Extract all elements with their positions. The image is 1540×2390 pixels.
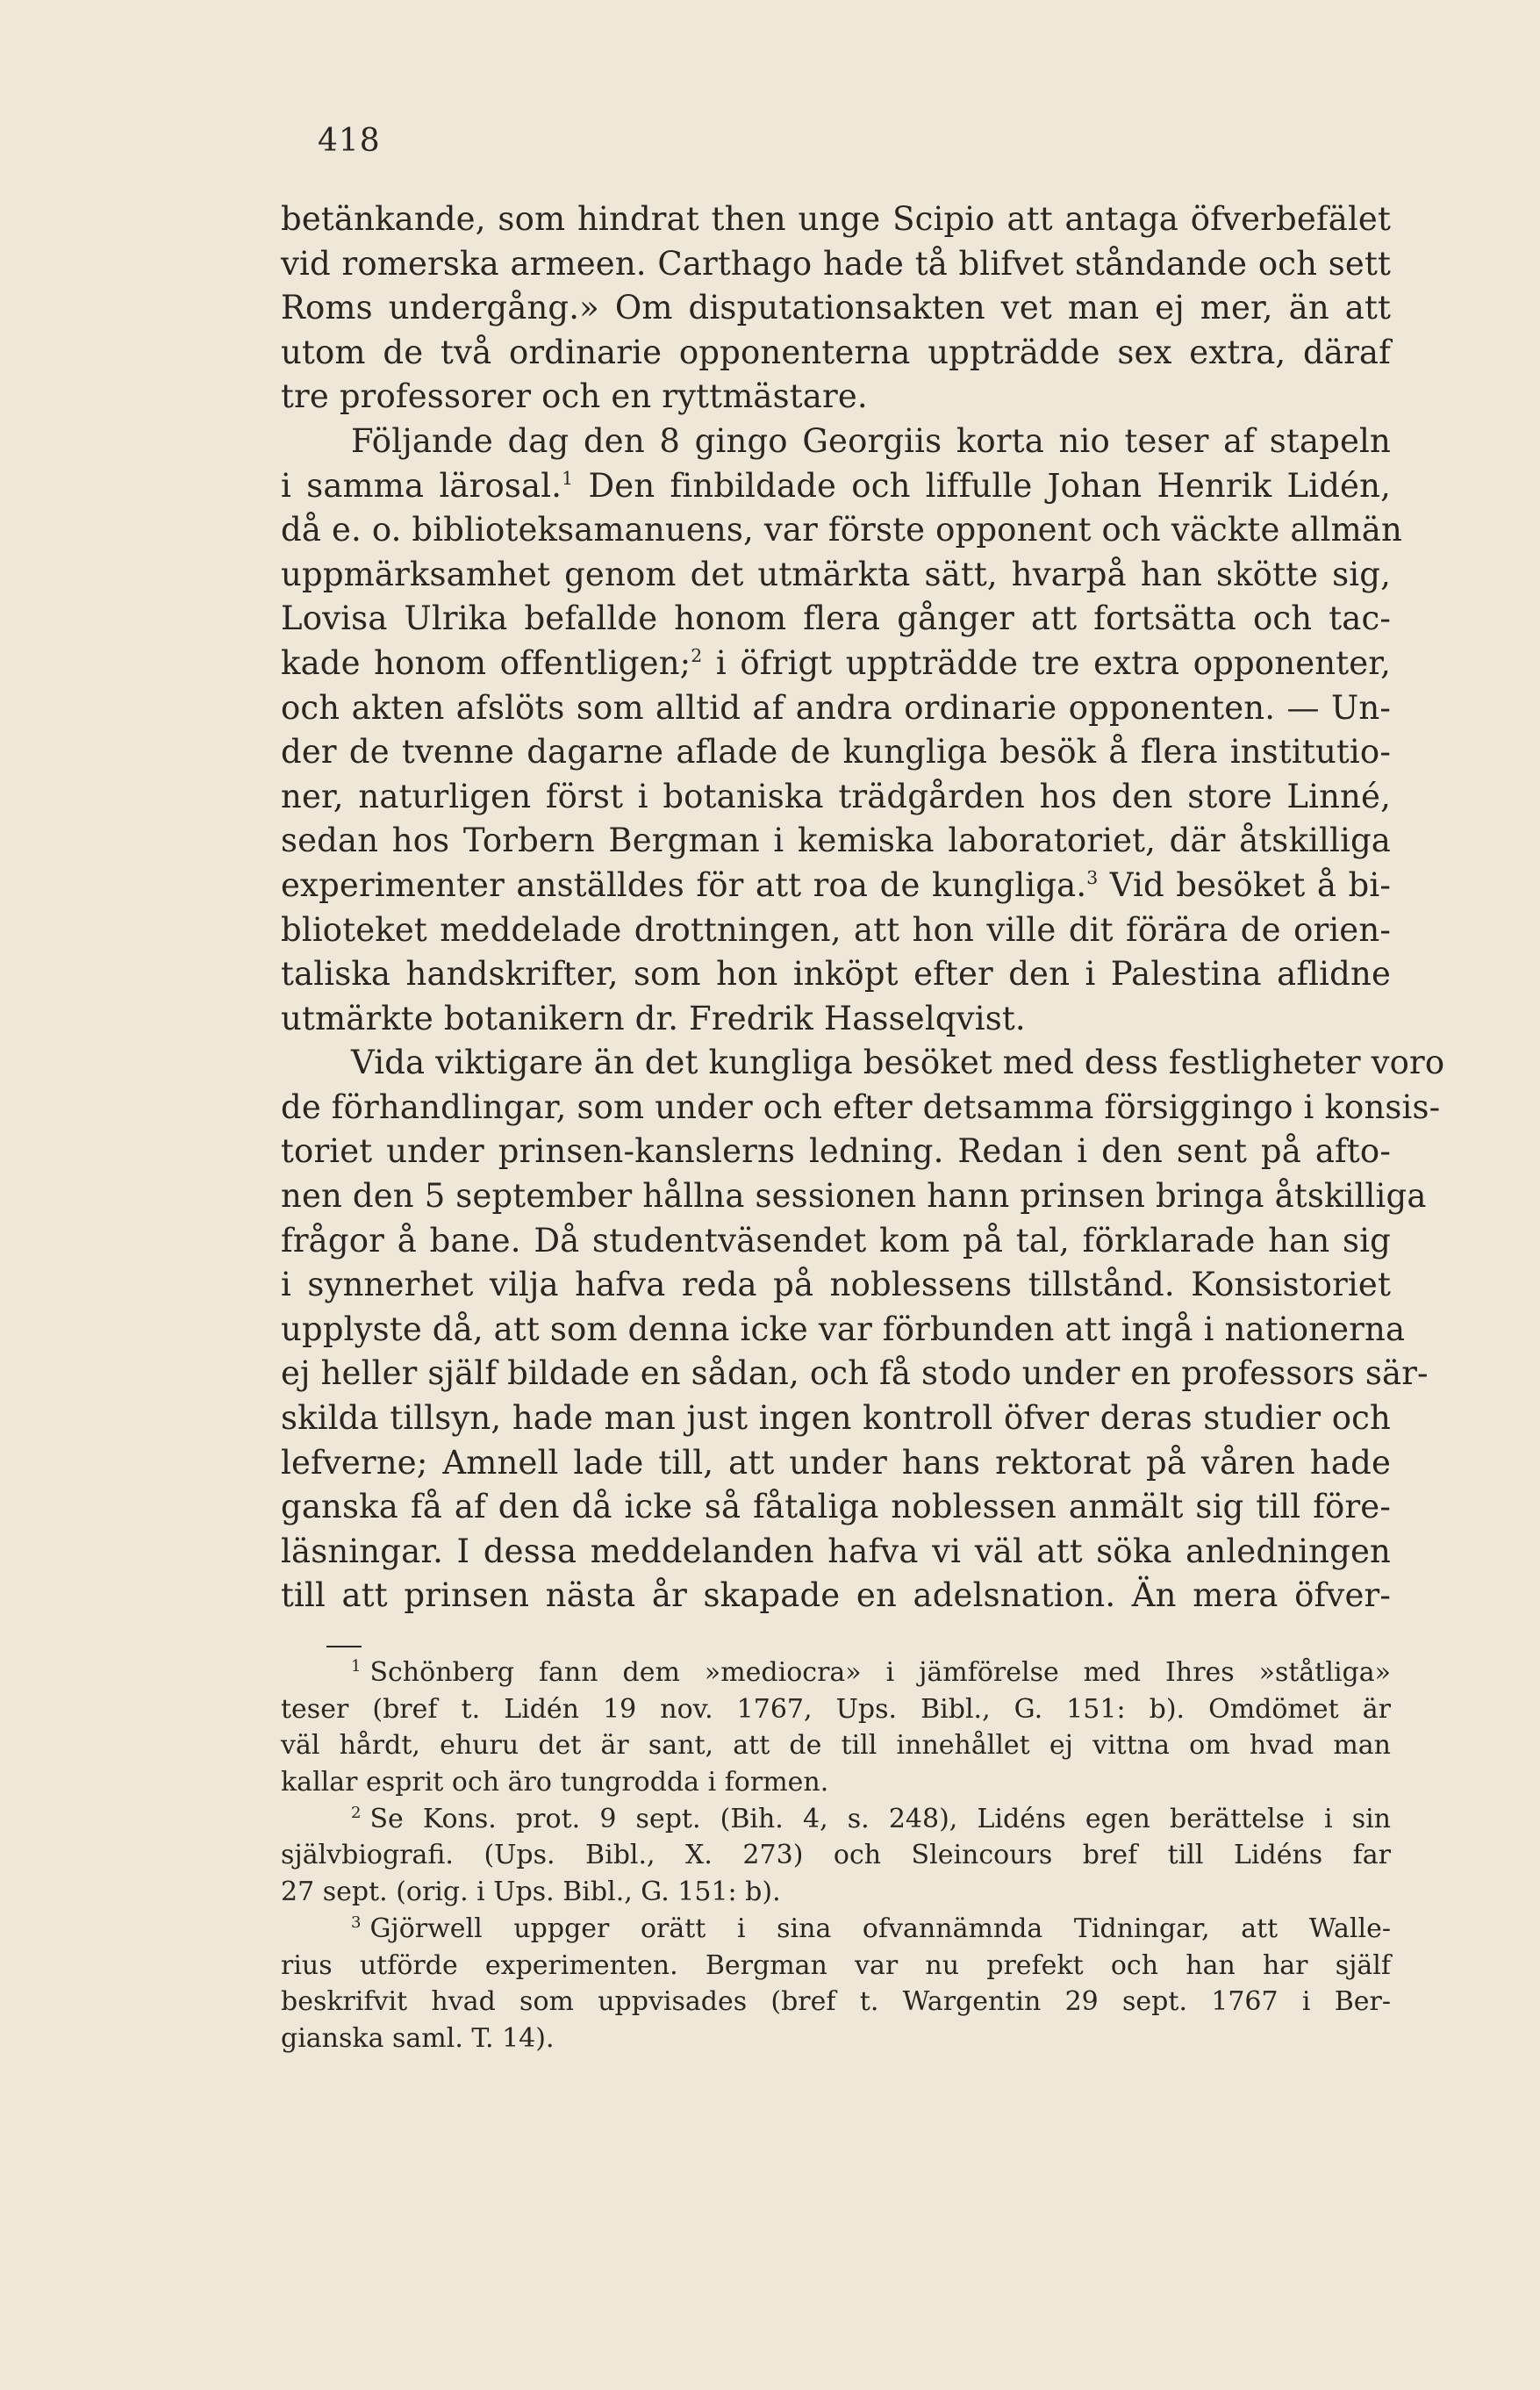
text-segment: Schönberg fann dem »mediocra» i jämförelse med Ihres »ståtliga» (369, 1657, 1391, 1688)
body-text (281, 197, 1445, 1618)
text-line: ganska få af den då icke så fåtaliga noblessen anmält sig till före- (281, 1488, 1391, 1526)
text-line: de förhandlingar, som under och efter detsamma försiggingo i konsis- (281, 1087, 1441, 1126)
footnote-line (281, 1911, 1391, 1948)
text-line: utom de två ordinarie opponenterna uppträdde sex extra, däraf (281, 333, 1391, 371)
text-line: vid romerska armeen. Carthago hade tå blifvet ståndande och sett (281, 244, 1391, 283)
text-segment: kade honom offentligen; (281, 643, 691, 682)
text-line: lefverne; Amnell lade till, att under hans rektorat på våren hade (281, 1443, 1391, 1482)
text-line: der de tvenne dagarne aflade de kungliga besök å flera institutio- (281, 733, 1391, 772)
footnote-line: självbiografi. (Ups. Bibl., X. 273) och Sleincours bref till Lidéns far (281, 1840, 1391, 1871)
text-line: taliska handskrifter, som hon inköpt efter den i Palestina aflidne (281, 955, 1391, 994)
text-line: läsningar. I dessa meddelanden hafva vi väl att söka anledningen (281, 1532, 1391, 1570)
text-line: skilda tillsyn, hade man just ingen kontroll öfver deras studier och (281, 1399, 1391, 1438)
text-segment: Se Kons. prot. 9 sept. (Bih. 4, s. 248), Lidéns egen berättelse i sin (369, 1803, 1391, 1834)
footnote-mark: 2 (351, 1803, 362, 1822)
footnote-ref: 1 (562, 467, 574, 489)
text-line: upplyste då, att som denna icke var förbunden att ingå i nationerna (281, 1310, 1406, 1348)
footnote-line: rius utförde experimenten. Bergman var nu prefekt och han har själf (281, 1949, 1391, 1981)
text-line: till att prinsen nästa år skapade en adelsnation. Än mera öfver- (281, 1576, 1391, 1615)
text-line: då e. o. biblioteksamanuens, var förste opponent och väckte allmän (281, 511, 1402, 549)
footnote-mark: 3 (351, 1913, 362, 1933)
text-line: Roms undergång.» Om disputationsakten vet man ej mer, än att (281, 289, 1391, 327)
footnotes (281, 1654, 1391, 2057)
text-segment: i samma lärosal. (281, 466, 562, 505)
text-line (281, 642, 1391, 686)
footnote-line: gianska saml. T. 14). (281, 2022, 555, 2054)
text-line: blioteket meddelade drottningen, att hon ville dit förära de orien- (281, 910, 1391, 949)
text-line: Vida viktigare än det kungliga besöket med dess festligheter voro (351, 1044, 1445, 1082)
text-segment: i öfrigt uppträdde tre extra opponenter, (702, 643, 1391, 682)
page-number: 418 (318, 123, 381, 159)
footnote-line (281, 1654, 1391, 1691)
text-line: frågor å bane. Då studentväsendet kom på tal, förklarade han sig (281, 1221, 1391, 1260)
text-line: ej heller själf bildade en sådan, och få stodo under en professors sär- (281, 1354, 1429, 1393)
text-line (281, 464, 1391, 509)
text-line: betänkande, som hindrat then unge Scipio att antaga öfverbefälet (281, 200, 1391, 238)
footnote-ref: 3 (1086, 866, 1099, 888)
text-line: tre professorer och en ryttmästare. (281, 377, 868, 416)
text-segment: Den finbildade och liffulle Johan Henrik Lidén, (573, 466, 1391, 505)
footnote-line (281, 1801, 1391, 1838)
footnote-rule (326, 1646, 362, 1647)
footnote-line: kallar esprit och äro tungrodda i formen. (281, 1767, 829, 1798)
footnote-ref: 2 (691, 644, 703, 666)
text-segment: experimenter anställdes för att roa de kungliga. (281, 865, 1087, 904)
text-line: i synnerhet vilja hafva reda på noblessens tillstånd. Konsistoriet (281, 1266, 1391, 1304)
text-line: ner, naturligen först i botaniska trädgården hos den store Linné, (281, 777, 1391, 815)
text-line: uppmärksamhet genom det utmärkta sätt, hvarpå han skötte sig, (281, 555, 1391, 593)
footnote-line: 27 sept. (orig. i Ups. Bibl., G. 151: b). (281, 1877, 781, 1908)
text-line: utmärkte botanikern dr. Fredrik Hasselqvist. (281, 999, 1026, 1037)
text-line: sedan hos Torbern Bergman i kemiska laboratoriet, där åtskilliga (281, 822, 1391, 860)
text-line: nen den 5 september hållna sessionen hann prinsen bringa åtskilliga (281, 1177, 1427, 1216)
footnote-mark: 1 (351, 1657, 362, 1676)
text-line: toriet under prinsen-kanslerns ledning. Redan i den sent på afto- (281, 1132, 1391, 1171)
footnote-line: beskrifvit hvad som uppvisades (bref t. Wargentin 29 sept. 1767 i Ber- (281, 1986, 1391, 2018)
text-line (281, 864, 1391, 908)
text-line: Lovisa Ulrika befallde honom flera gånger att fortsätta och tac- (281, 599, 1391, 638)
footnote-line: teser (bref t. Lidén 19 nov. 1767, Ups. Bibl., G. 151: b). Omdömet är (281, 1693, 1391, 1725)
text-line: Följande dag den 8 gingo Georgiis korta nio teser af stapeln (351, 421, 1391, 460)
text-line: och akten afslöts som alltid af andra ordinarie opponenten. — Un- (281, 688, 1391, 727)
text-segment: Vid besöket å bi- (1098, 865, 1391, 904)
footnote-line: väl hårdt, ehuru det är sant, att de till innehållet ej vittna om hvad man (281, 1730, 1391, 1762)
text-segment: Gjörwell uppger orätt i sina ofvannämnda Tidningar, att Walle- (369, 1913, 1391, 1944)
